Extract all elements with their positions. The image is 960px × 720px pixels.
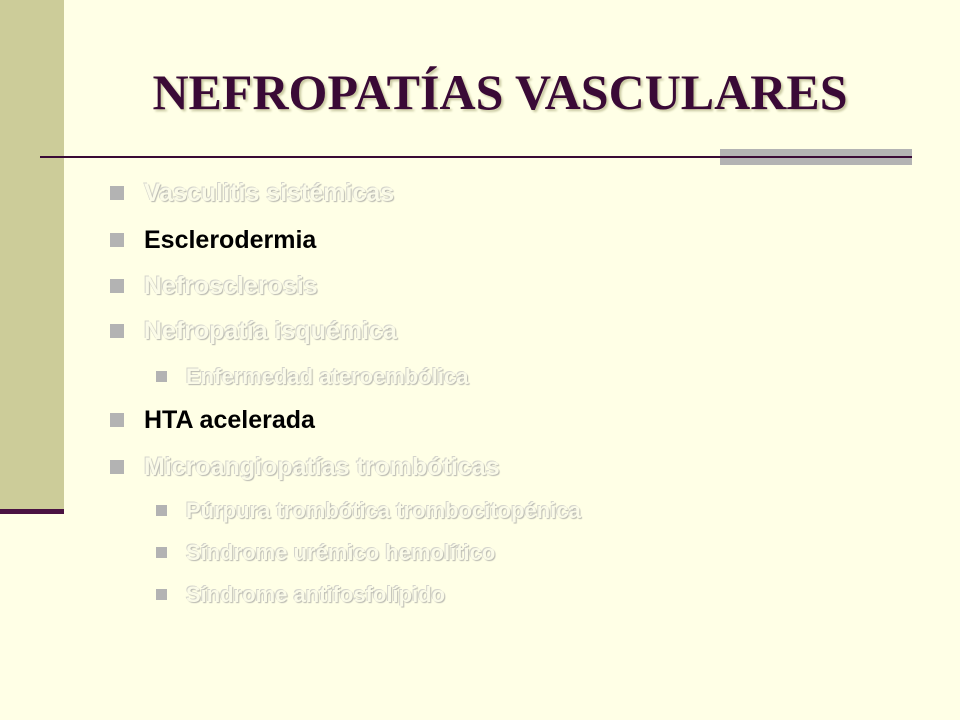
bullet-square-icon (110, 186, 124, 200)
bullet-square-icon (156, 589, 167, 600)
bullet-text: Vasculitis sistémicas (144, 179, 395, 207)
slide-title: NEFROPATÍAS VASCULARES (152, 64, 848, 120)
bullet-square-icon (156, 547, 167, 558)
bullet-text: Microangiopatías trombóticas (144, 453, 500, 481)
bullet-square-icon (110, 279, 124, 293)
bullet-text: Púrpura trombótica trombocitopénica (186, 498, 581, 523)
bullet-text: Nefropatía isquémica (144, 317, 397, 345)
bullet-square-icon (110, 324, 124, 338)
bullet-square-icon (110, 413, 124, 427)
bullet-square-icon (156, 505, 167, 516)
bullet-text: Nefrosclerosis (144, 272, 318, 300)
bullet-square-icon (156, 371, 167, 382)
bullet-square-icon (110, 460, 124, 474)
bullet-text: Síndrome urémico hemolítico (186, 540, 496, 565)
bullet-text: Enfermedad ateroembólica (186, 364, 469, 389)
bullet-square-icon (110, 233, 124, 247)
bullet-text: Esclerodermia (144, 226, 317, 254)
bullet-text: HTA acelerada (144, 406, 315, 434)
bullet-text: Síndrome antifosfolípido (186, 582, 446, 607)
